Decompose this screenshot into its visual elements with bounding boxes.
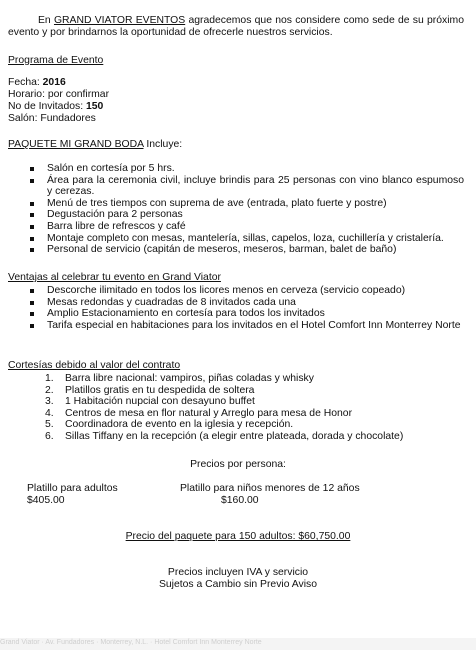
list-item: Montaje completo con mesas, mantelería, sillas, capelos, loza, cuchillería y cristalería.: [28, 233, 464, 245]
list-item: Menú de tres tiempos con suprema de ave (entrada, plato fuerte y postre): [28, 198, 464, 210]
note-line: Precios incluyen IVA y servicio: [167, 567, 309, 578]
date-value: 2016: [42, 77, 66, 88]
advantages-items: [28, 285, 464, 331]
program-title: Programa de Evento: [8, 55, 104, 66]
detail-schedule: Horario: por confirmar: [8, 89, 110, 100]
prices-title: Precios por persona:: [190, 459, 286, 470]
list-item: 5. Coordinadora de evento en la iglesia y recepción.: [45, 419, 294, 431]
package-title: PAQUETE MI GRAND BODA Incluye:: [8, 139, 183, 150]
company-name: GRAND VIATOR EVENTOS: [53, 15, 186, 26]
page-footer: Grand Viator · Av. Fundadores · Monterrey, N.L. · Hotel Comfort Inn Monterrey Norte: [0, 638, 476, 650]
note-line: Sujetos a Cambio sin Previo Aviso: [158, 579, 318, 590]
price-notes: [0, 567, 476, 591]
package-items: [28, 163, 464, 256]
guests-value: 150: [85, 101, 104, 112]
detail-guests: No de Invitados: 150: [8, 101, 104, 112]
list-item: 6. Sillas Tiffany en la recepción (a elegir entre plateada, dorada y chocolate): [45, 430, 404, 442]
list-item: Barra libre de refrescos y café: [28, 221, 464, 233]
advantages-title: Ventajas al celebrar tu evento en Grand Viator: [8, 272, 221, 283]
child-price-block: [180, 483, 360, 507]
list-item: 3. 1 Habitación nupcial con desayuno buffet: [45, 396, 255, 408]
list-item: Mesas redondas y cuadradas de 8 invitados cada una: [28, 297, 464, 309]
intro-prefix: En: [38, 15, 54, 26]
list-item: Tarifa especial en habitaciones para los invitados en el Hotel Comfort Inn Monterrey Norte: [28, 320, 464, 332]
adult-price-value: $405.00: [27, 495, 65, 506]
list-item: 4. Centros de mesa en flor natural y Arreglo para mesa de Honor: [45, 407, 353, 419]
list-item: Salón en cortesía por 5 hrs.: [28, 163, 464, 175]
intro-text: agradecemos que nos considere como sede de su próximo evento y por brindarnos la oportunidad de ofrecerle nuestros servicios.: [8, 15, 464, 38]
event-details: [8, 77, 109, 125]
intro-paragraph: [8, 15, 464, 38]
list-item: 1. Barra libre nacional: vampiros, piñas coladas y whisky: [45, 373, 314, 384]
schedule-value: por confirmar: [47, 89, 110, 100]
detail-venue: Salón: Fundadores: [8, 113, 96, 124]
list-item: Descorche ilimitado en todos los licores menos en cerveza (servicio copeado): [28, 285, 464, 297]
list-item: Personal de servicio (capitán de meseros, meseros, barman, balet de baño): [28, 244, 464, 256]
adult-price-label: Platillo para adultos: [27, 483, 118, 494]
list-item: Área para la ceremonia civil, incluye brindis para 25 personas con vino blanco espumoso y cerezas.: [28, 175, 464, 198]
adult-price-block: [27, 483, 118, 507]
list-item: Degustación para 2 personas: [28, 209, 464, 221]
list-item: Amplio Estacionamiento en cortesía para todos los invitados: [28, 308, 464, 320]
child-price-value: $160.00: [221, 495, 259, 506]
child-price-label: Platillo para niños menores de 12 años: [180, 483, 360, 494]
detail-date: Fecha: 2016: [8, 77, 66, 88]
courtesies-items: [45, 373, 403, 443]
package-total-price: Precio del paquete para 150 adultos: $60,750.00: [125, 531, 351, 542]
list-item: 2. Platillos gratis en tu despedida de soltera: [45, 384, 255, 396]
venue-value: Fundadores: [40, 113, 96, 124]
courtesies-title: Cortesías debido al valor del contrato: [8, 360, 181, 371]
